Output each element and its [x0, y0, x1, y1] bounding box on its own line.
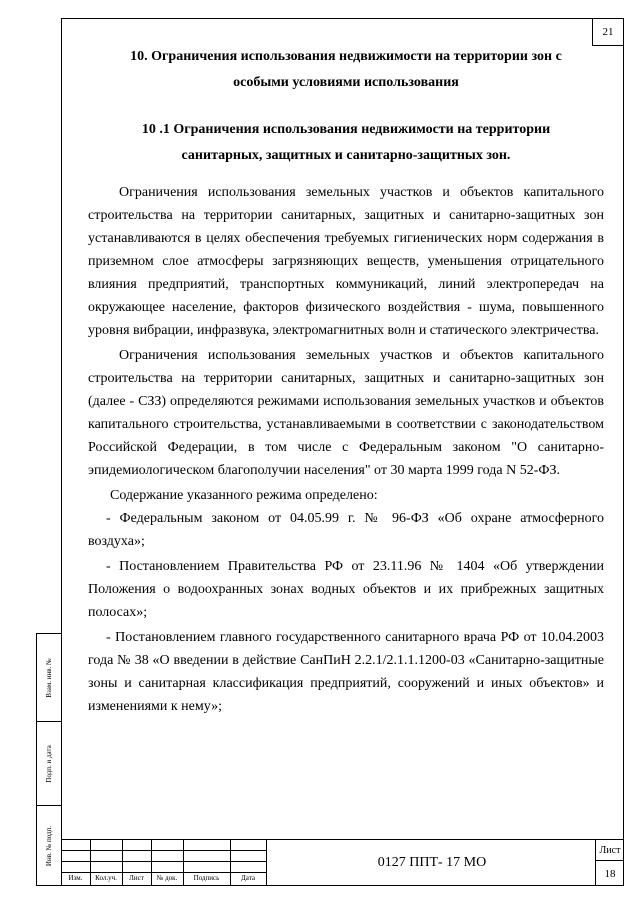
heading-2	[88, 117, 604, 169]
paragraph: Ограничения использования земельных участков и объектов капитального строительства на территории санитарных, защитных и санитарно-защитных зон (далее - СЗЗ) определяются режимами использования земельных участков и объектов капитального строительства, устанавливаемыми в соответствии с законодательством Российской Федерации, в том числе с Федеральным законом "О санитарно-эпидемиологическом благополучии населения" от 30 марта 1999 года N 52-ФЗ.	[88, 348, 604, 478]
paragraph: Ограничения использования земельных участков и объектов капитального строительства на территории санитарных, защитных и санитарно-защитных зон устанавливаются в целях обеспечения требуемых гигиенических норм содержания в приземном слое атмосферы загрязняющих веществ, уменьшения отрицательного влияния предприятий, транспортных коммуникаций, линий электропередач на окружающее население, факторов физического воздействия - шума, повышенного уровня вибрации, инфразвука, электромагнитных волн и статического электричества.	[88, 185, 604, 338]
label-count: Кол.уч.	[95, 874, 117, 882]
strip-label-inv-orig: Инв. № подп.	[45, 825, 53, 867]
sheet-number: 18	[604, 867, 616, 880]
strip-cell-inv-orig	[37, 806, 61, 886]
page-number: 21	[592, 19, 623, 46]
strip-label-sign-date: Подп. и дата	[45, 744, 53, 783]
strip-cell-replace-inv	[37, 634, 61, 722]
list-item: - Постановлением главного государственного санитарного врача РФ от 10.04.2003 года № 38 «О введении в действие СанПиН 2.2.1/2.1.1.1200-03 «Санитарно-защитные зоны и санитарная классификация предприятий, сооружений и иных объектов» и изменениями к нему»;	[88, 630, 604, 714]
strip-cell-sign-date	[37, 722, 61, 806]
side-strip	[36, 633, 61, 886]
list-item: - Постановлением Правительства РФ от 23.11.96 № 1404 «Об утверждении Положения о водоохранных зонах водных объектов и их прибрежных защитных полосах»;	[88, 559, 604, 620]
heading-1	[88, 44, 604, 96]
title-block	[61, 839, 624, 886]
label-change: Изм.	[68, 874, 83, 882]
label-date: Дата	[241, 874, 255, 882]
document-code: 0127 ППТ- 17 МО	[377, 855, 487, 870]
heading-1-line-2: особыми условиями использования	[233, 75, 459, 90]
heading-2-line-2: санитарных, защитных и санитарно-защитных зон.	[181, 148, 511, 163]
document-body	[88, 40, 604, 718]
heading-2-line-1: 10 .1 Ограничения использования недвижимости на территории	[141, 122, 551, 137]
sheet-box	[595, 840, 624, 886]
label-sheet: Лист	[129, 874, 144, 882]
label-doc-no: № док.	[156, 874, 178, 882]
paragraph: Содержание указанного режима определено:	[110, 488, 378, 503]
list-item: - Федеральным законом от 04.05.99 г. № 96-ФЗ «Об охране атмосферного воздуха»;	[88, 511, 604, 549]
strip-label-replace-inv: Взам. инв. №	[45, 657, 53, 698]
heading-1-line-1: 10. Ограничения использования недвижимости на территории зон с	[130, 49, 562, 64]
sheet-label: Лист	[596, 840, 624, 861]
body-text	[88, 181, 604, 718]
label-signature: Подпись	[193, 874, 220, 882]
revision-table	[61, 840, 266, 886]
